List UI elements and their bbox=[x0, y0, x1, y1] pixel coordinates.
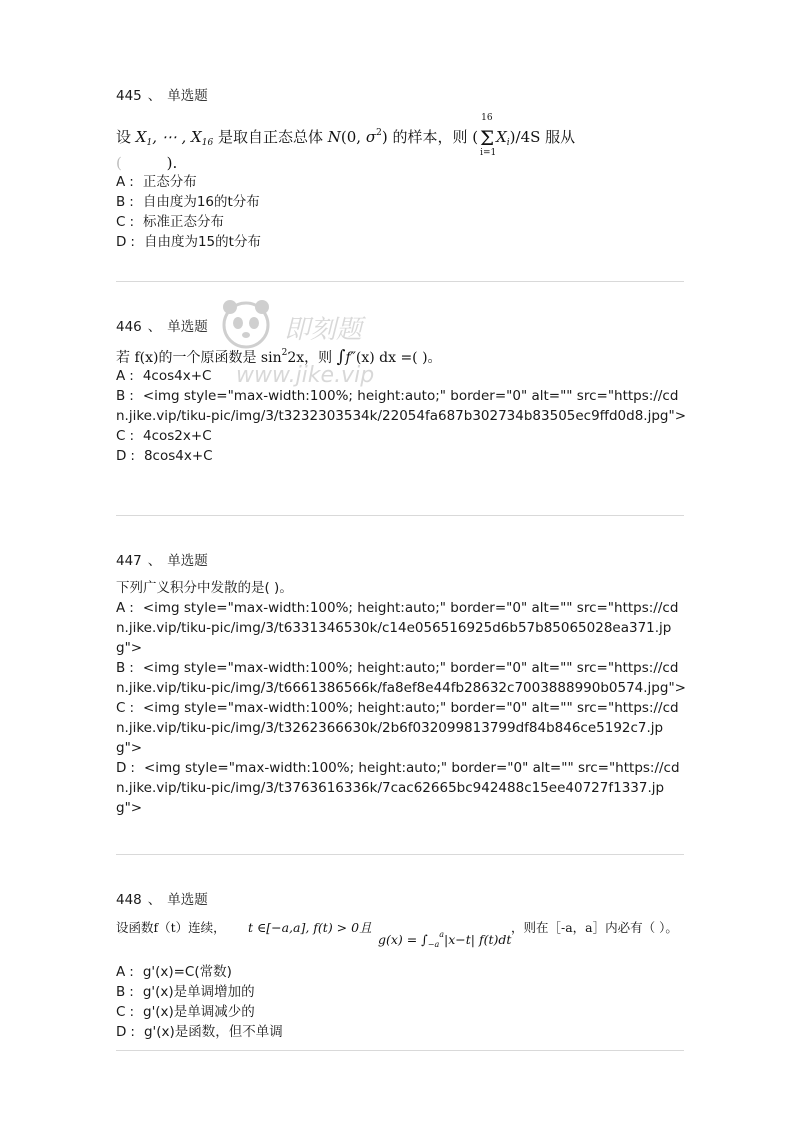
options-list bbox=[116, 172, 686, 252]
question-divider bbox=[116, 1050, 684, 1051]
option-b[interactable]: B : <img style="max-width:100%; height:auto;" border="0" alt="" src="https://cdn.jike.vip/tiku-pic/img/3/t3232303534k/22054fa687b302734b83505ec9ffd0d8.jpg"> bbox=[116, 388, 687, 424]
option-b[interactable]: B : g'(x)是单调增加的 bbox=[116, 984, 255, 1000]
option-b[interactable]: B : <img style="max-width:100%; height:auto;" border="0" alt="" src="https://cdn.jike.vip/tiku-pic/img/3/t6661386566k/fa8ef8e44fb28632c7003888990b0574.jpg"> bbox=[116, 660, 686, 696]
question-separator: 、 bbox=[147, 88, 162, 104]
option-a[interactable]: A : g'(x)=C(常数) bbox=[116, 964, 232, 980]
watermark-brand: 即刻题 bbox=[284, 315, 363, 345]
question-separator: 、 bbox=[147, 319, 162, 335]
option-text: 自由度为15的t分布 bbox=[143, 234, 261, 250]
option-letter: A bbox=[116, 964, 126, 980]
options-list bbox=[116, 962, 686, 1042]
option-letter: D bbox=[116, 234, 127, 250]
stem-blank: ( bbox=[116, 154, 122, 172]
option-letter: B bbox=[116, 984, 126, 1000]
question-number: 447 bbox=[116, 553, 142, 569]
stem-text: 的样本，则 bbox=[392, 128, 468, 146]
option-text: 4cos4x+C bbox=[142, 368, 212, 384]
question-header bbox=[116, 317, 686, 337]
stem-math: N bbox=[327, 128, 341, 146]
option-letter: B bbox=[116, 660, 126, 676]
option-letter: C bbox=[116, 700, 126, 716]
stem-text: 2x，则 bbox=[287, 350, 333, 366]
question-number: 445 bbox=[116, 88, 142, 104]
stem-text: 若 f(x)的一个原函数是 sin bbox=[116, 350, 282, 366]
option-d[interactable]: D : 自由度为15的t分布 bbox=[116, 234, 261, 250]
option-c[interactable]: C : <img style="max-width:100%; height:auto;" border="0" alt="" src="https://cdn.jike.vip/tiku-pic/img/3/t3262366630k/2b6f032099813799df84b846ce5192c7.jpg"> bbox=[116, 700, 679, 756]
question-number: 446 bbox=[116, 319, 142, 335]
option-letter: D bbox=[116, 760, 127, 776]
option-text: 4cos2x+C bbox=[143, 428, 212, 444]
stem-math: $X_1$, ⋯ , $X_{16}$ bbox=[135, 128, 214, 148]
question-stem-image: 设 $X_1$, ⋯ , $X_{16}$ 是取自正态总体 N(0, $\sigma^2$) 的样本，则 ( 16 Σ i=1 $X_i)/4S$ 服从 ( ). bbox=[116, 113, 576, 172]
option-text: g'(x)=C(常数) bbox=[142, 964, 232, 980]
option-letter: A bbox=[116, 368, 126, 384]
option-letter: C bbox=[116, 428, 126, 444]
option-letter: C bbox=[116, 214, 126, 230]
option-text: <img style="max-width:100%; height:auto;" border="0" alt="" src="https://cdn.jike.vip/tiku-pic/img/3/t3763616336k/7cac62665bc942488c15ee40727f1337.jpg"> bbox=[116, 760, 680, 816]
stem-text: ，则在［-a，a］内必有（ ）。 bbox=[511, 920, 678, 935]
option-d[interactable]: D : 8cos4x+C bbox=[116, 448, 213, 464]
option-text: <img style="max-width:100%; height:auto;" border="0" alt="" src="https://cdn.jike.vip/tiku-pic/img/3/t6661386566k/fa8ef8e44fb28632c7003888990b0574.jpg"> bbox=[116, 660, 686, 696]
stem-math: f″ bbox=[345, 350, 356, 366]
question-header bbox=[116, 890, 686, 910]
options-list bbox=[116, 598, 686, 818]
stem-text: (x) dx =( )。 bbox=[355, 350, 442, 366]
question-stem-image bbox=[116, 914, 686, 954]
stem-text: /4S 服从 bbox=[515, 128, 576, 146]
question-divider bbox=[116, 281, 684, 282]
stem-text: 设函数f（t）连续， bbox=[116, 920, 226, 935]
option-text: 正态分布 bbox=[142, 174, 197, 190]
question-type: 单选题 bbox=[167, 319, 208, 335]
question-448 bbox=[116, 890, 686, 1042]
option-letter: A bbox=[116, 174, 126, 190]
stem-math-part: g(x) = ∫ bbox=[378, 932, 428, 947]
option-b[interactable]: B : 自由度为16的t分布 bbox=[116, 194, 260, 210]
question-stem-image: 若 f(x)的一个原函数是 $\sin^22x$，则 ∫f″(x) dx =( )。 bbox=[116, 347, 442, 367]
question-divider bbox=[116, 854, 684, 855]
option-a[interactable]: A : 正态分布 bbox=[116, 174, 197, 190]
option-letter: D bbox=[116, 1024, 127, 1040]
option-a[interactable]: A : 4cos4x+C bbox=[116, 368, 212, 384]
question-header bbox=[116, 86, 686, 106]
option-text: 8cos4x+C bbox=[143, 448, 213, 464]
option-d[interactable]: D : <img style="max-width:100%; height:auto;" border="0" alt="" src="https://cdn.jike.vip/tiku-pic/img/3/t3763616336k/7cac62665bc942488c15ee40727f1337.jpg"> bbox=[116, 760, 680, 816]
option-c[interactable]: C : 4cos2x+C bbox=[116, 428, 212, 444]
option-text: <img style="max-width:100%; height:auto;" border="0" alt="" src="https://cdn.jike.vip/tiku-pic/img/3/t6331346530k/c14e056516925d6b57b85065028ea371.jpg"> bbox=[116, 600, 679, 656]
option-text: g'(x)是单调增加的 bbox=[142, 984, 255, 1000]
option-text: <img style="max-width:100%; height:auto;" border="0" alt="" src="https://cdn.jike.vip/tiku-pic/img/3/t3262366630k/2b6f032099813799df84b846ce5192c7.jpg"> bbox=[116, 700, 679, 756]
option-c[interactable]: C : 标准正态分布 bbox=[116, 214, 224, 230]
watermark-url: www.jike.vip bbox=[236, 363, 375, 388]
option-letter: C bbox=[116, 1004, 126, 1020]
stem-math-part: |x−t| f(t)dt bbox=[444, 932, 512, 947]
question-type: 单选题 bbox=[167, 553, 208, 569]
stem-math: $X_i$ bbox=[496, 128, 510, 148]
option-letter: B bbox=[116, 388, 126, 404]
stem-math: $g(x) = \int_{-a}^a|x-t|$ f(t)dt bbox=[378, 930, 512, 949]
option-text: g'(x)是单调减少的 bbox=[143, 1004, 255, 1020]
question-number: 448 bbox=[116, 892, 142, 908]
option-d[interactable]: D : g'(x)是函数，但不单调 bbox=[116, 1024, 283, 1040]
summation-symbol: 16 Σ i=1 bbox=[480, 113, 497, 158]
question-separator: 、 bbox=[147, 892, 162, 908]
question-446 bbox=[116, 317, 686, 466]
stem-math: t ∈[−a,a], f(t) > 0且 bbox=[248, 920, 372, 935]
stem-text: ). bbox=[166, 154, 178, 172]
option-text: 标准正态分布 bbox=[143, 214, 224, 230]
question-447 bbox=[116, 551, 686, 818]
integral-symbol: ∫ bbox=[336, 347, 346, 367]
option-a[interactable]: A : <img style="max-width:100%; height:auto;" border="0" alt="" src="https://cdn.jike.vip/tiku-pic/img/3/t6331346530k/c14e056516925d6b57b85065028ea371.jpg"> bbox=[116, 600, 679, 656]
option-text: g'(x)是函数，但不单调 bbox=[143, 1024, 283, 1040]
question-separator: 、 bbox=[147, 553, 162, 569]
question-header bbox=[116, 551, 686, 571]
question-divider bbox=[116, 515, 684, 516]
option-c[interactable]: C : g'(x)是单调减少的 bbox=[116, 1004, 255, 1020]
question-type: 单选题 bbox=[167, 88, 208, 104]
stem-math: σ bbox=[365, 128, 377, 146]
option-text: 自由度为16的t分布 bbox=[142, 194, 260, 210]
stem-text: 设 bbox=[116, 128, 132, 146]
question-stem: 下列广义积分中发散的是( )。 bbox=[116, 580, 293, 596]
option-letter: D bbox=[116, 448, 127, 464]
option-letter: B bbox=[116, 194, 126, 210]
option-text: <img style="max-width:100%; height:auto;" border="0" alt="" src="https://cdn.jike.vip/tiku-pic/img/3/t3232303534k/22054fa687b302734b83505ec9ffd0d8.jpg"> bbox=[116, 388, 687, 424]
option-letter: A bbox=[116, 600, 126, 616]
question-445 bbox=[116, 86, 686, 252]
options-list bbox=[116, 366, 686, 466]
question-type: 单选题 bbox=[167, 892, 208, 908]
stem-text: 是取自正态总体 bbox=[217, 128, 323, 146]
